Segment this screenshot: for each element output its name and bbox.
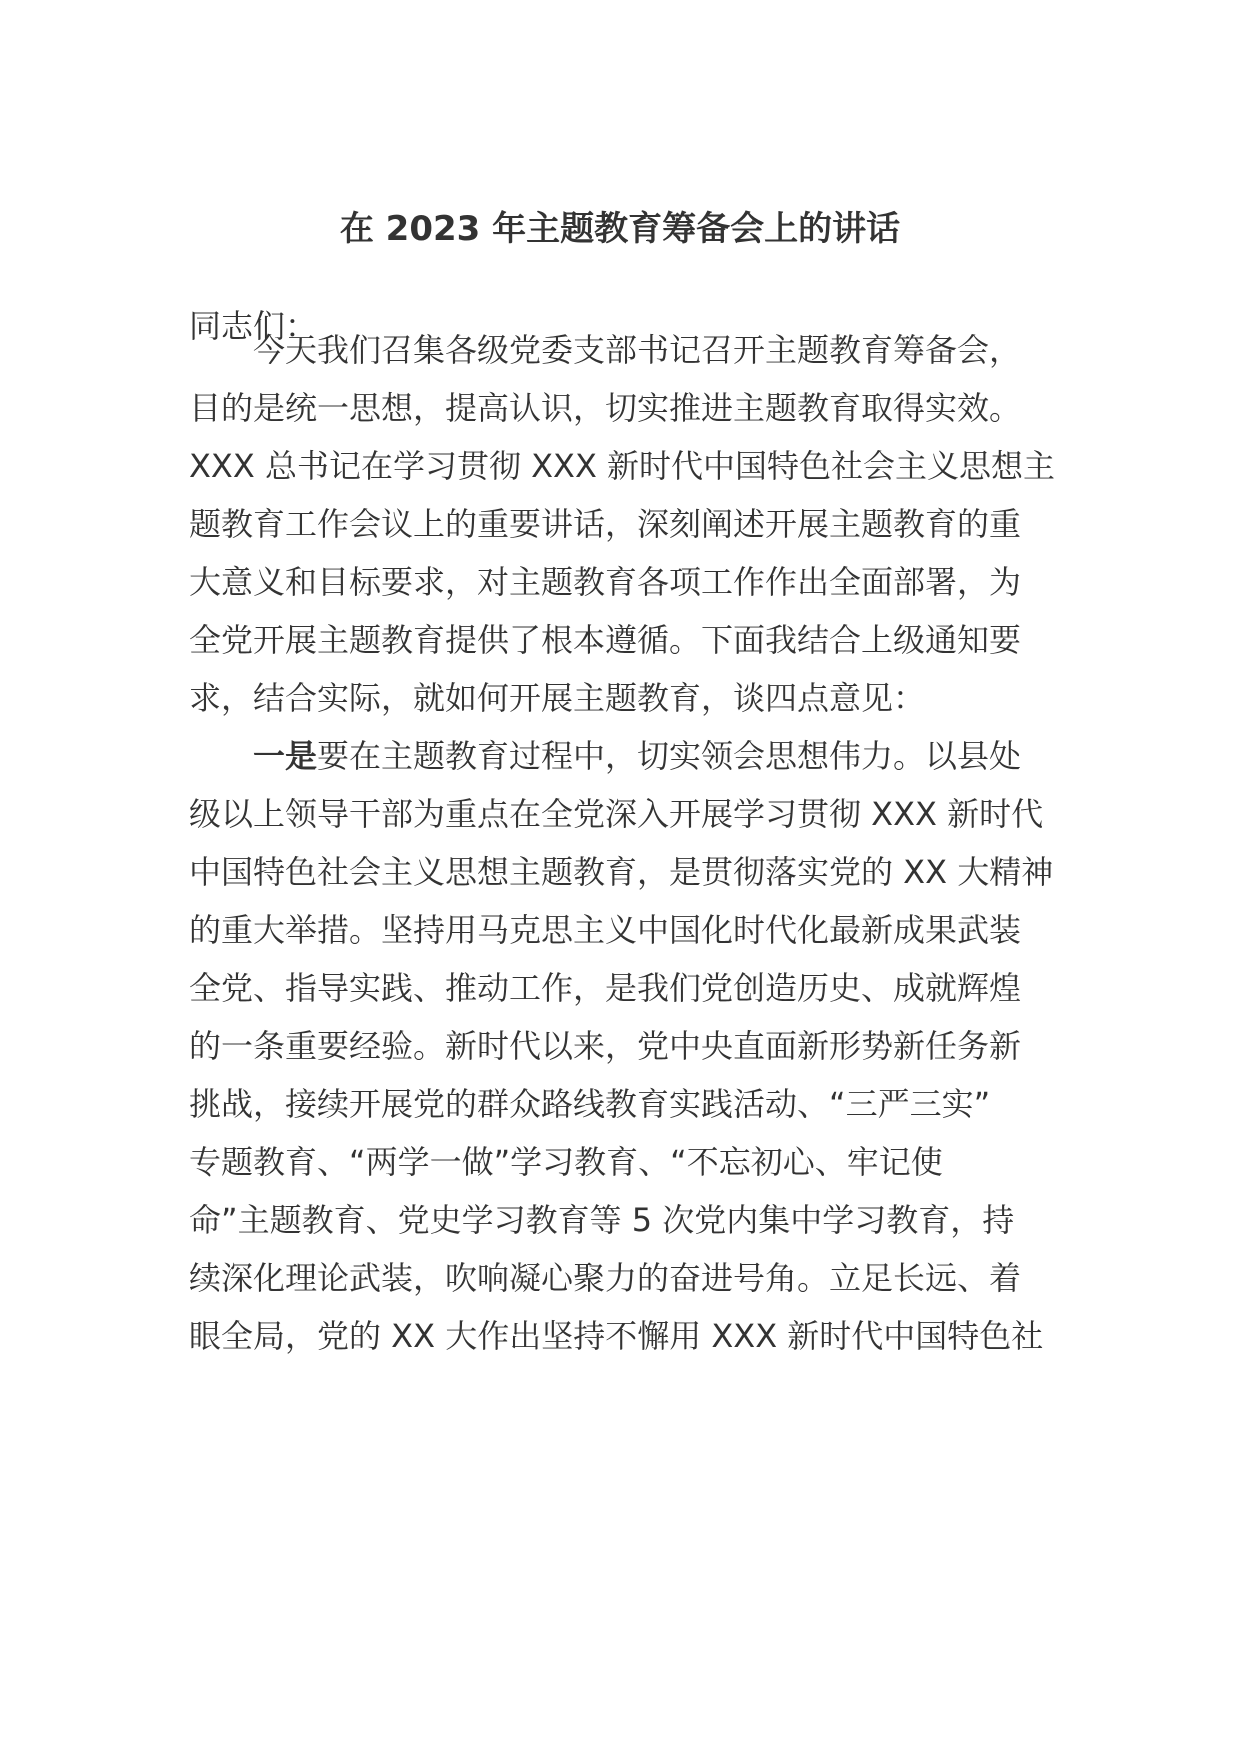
paragraph-1-line-3: XXX 总书记在学习贯彻 XXX 新时代中国特色社会主义思想主 [189,447,1056,485]
paragraph-2-lead: 一是 [253,737,318,775]
paragraph-2-line-2: 级以上领导干部为重点在全党深入开展学习贯彻 XXX 新时代 [189,795,1044,833]
paragraph-2-line-11: 眼全局，党的 XX 大作出坚持不懈用 XXX 新时代中国特色社 [189,1317,1044,1355]
paragraph-2-line-4: 的重大举措。坚持用马克思主义中国化时代化最新成果武装 [189,911,1022,949]
paragraph-2-line-6: 的一条重要经验。新时代以来，党中央直面新形势新任务新 [189,1027,1022,1065]
paragraph-1-line-6: 全党开展主题教育提供了根本遵循。下面我结合上级通知要 [189,621,1022,659]
paragraph-2-line-8: 专题教育、“两学一做”学习教育、“不忘初心、牢记使 [189,1143,943,1181]
paragraph-1-line-1: 今天我们召集各级党委支部书记召开主题教育筹备会， [253,331,1022,369]
paragraph-1-line-5: 大意义和目标要求，对主题教育各项工作作出全面部署，为 [189,563,1022,601]
paragraph-2-line-7: 挑战，接续开展党的群众路线教育实践活动、“三严三实” [189,1085,991,1123]
paragraph-2-first-text: 要在主题教育过程中，切实领会思想伟力。以县处 [317,737,1022,775]
paragraph-2-line-10: 续深化理论武装，吹响凝心聚力的奋进号角。立足长远、着 [189,1259,1022,1297]
paragraph-1-line-4: 题教育工作会议上的重要讲话，深刻阐述开展主题教育的重 [189,505,1022,543]
paragraph-2-line-9: 命”主题教育、党史学习教育等 5 次党内集中学习教育，持 [189,1201,1015,1239]
paragraph-2-line-3: 中国特色社会主义思想主题教育，是贯彻落实党的 XX 大精神 [189,853,1054,891]
document-title: 在 2023 年主题教育筹备会上的讲话 [339,209,901,249]
paragraph-2-line-1 [253,726,1021,786]
paragraph-1-line-2: 目的是统一思想，提高认识，切实推进主题教育取得实效。 [189,389,1022,427]
greeting: 同志们： [189,307,318,345]
paragraph-2-line-5: 全党、指导实践、推动工作，是我们党创造历史、成就辉煌 [189,969,1022,1007]
paragraph-1-line-7: 求，结合实际，就如何开展主题教育，谈四点意见： [189,679,926,717]
